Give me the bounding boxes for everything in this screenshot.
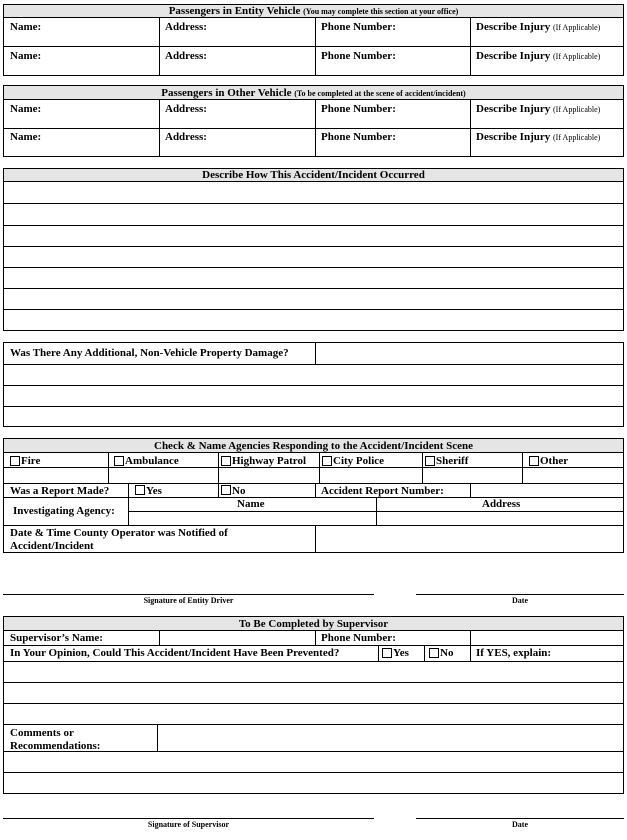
other-label: Other: [540, 455, 569, 467]
report-made-label: Was a Report Made?: [10, 485, 110, 497]
other-name-field[interactable]: [523, 468, 623, 483]
prevent-yes-label: Yes: [393, 647, 409, 659]
supervisor-header: [4, 617, 623, 631]
investigating-agency-address-field[interactable]: [377, 512, 623, 525]
driver-date-line[interactable]: [416, 594, 624, 595]
prevent-no-checkbox[interactable]: [429, 648, 439, 658]
describe-text-area[interactable]: [4, 182, 623, 330]
supervisor-name-label: Supervisor’s Name:: [10, 632, 103, 644]
entity-passengers-section: [3, 4, 624, 76]
supervisor-section: [3, 616, 624, 794]
report-number-field[interactable]: [471, 484, 623, 497]
other-passenger-1-phone-label: Phone Number:: [321, 103, 396, 115]
notified-datetime-field[interactable]: [316, 526, 623, 552]
investigating-agency-label: Investigating Agency:: [13, 505, 115, 517]
supervisor-phone-label: Phone Number:: [321, 632, 396, 644]
highway-patrol-name-field[interactable]: [219, 468, 319, 483]
other-passenger-1-name-label: Name:: [10, 103, 42, 115]
sheriff-label: Sheriff: [436, 455, 469, 467]
comments-label-line-1: Comments or: [10, 727, 74, 739]
report-number-label: Accident Report Number:: [321, 485, 444, 497]
city-police-name-field[interactable]: [320, 468, 422, 483]
other-passenger-2-injury-label: Describe Injury (If Applicable): [476, 131, 601, 143]
entity-passengers-note: (You may complete this section at your office): [303, 7, 459, 16]
other-passenger-2-injury-field[interactable]: [471, 129, 623, 156]
supervisor-title: To Be Completed by Supervisor: [238, 618, 389, 630]
explain-label: If YES, explain:: [476, 647, 552, 659]
supervisor-date-line[interactable]: [416, 818, 624, 819]
city-police-checkbox[interactable]: [322, 456, 332, 466]
entity-passenger-2-injury-label: Describe Injury (If Applicable): [476, 50, 601, 62]
property-damage-question: Was There Any Additional, Non-Vehicle Property Damage?: [10, 347, 289, 359]
notified-label-line-2: Accident/Incident: [10, 540, 94, 552]
report-no-checkbox[interactable]: [221, 485, 231, 495]
describe-header: [4, 169, 623, 182]
investigating-address-column: Address: [482, 498, 521, 510]
highway-patrol-checkbox[interactable]: [221, 456, 231, 466]
entity-passenger-1-address-field[interactable]: [160, 18, 315, 46]
entity-passenger-1-phone-field[interactable]: [316, 18, 470, 46]
prevent-question: In Your Opinion, Could This Accident/Incident Have Been Prevented?: [10, 647, 340, 659]
entity-passenger-1-address-label: Address:: [165, 21, 207, 33]
report-yes-checkbox[interactable]: [135, 485, 145, 495]
driver-signature-label: Signature of Entity Driver: [143, 596, 234, 605]
entity-passengers-title: Passengers in Entity Vehicle: [168, 5, 301, 17]
entity-passenger-1-injury-label: Describe Injury (If Applicable): [476, 21, 601, 33]
entity-passenger-2-address-label: Address:: [165, 50, 207, 62]
other-passenger-2-name-field[interactable]: [4, 129, 159, 156]
other-passenger-2-phone-field[interactable]: [316, 129, 470, 156]
other-passenger-1-address-field[interactable]: [160, 100, 315, 128]
highway-patrol-label: Highway Patrol: [232, 455, 307, 467]
other-checkbox[interactable]: [529, 456, 539, 466]
property-damage-details-area[interactable]: [4, 365, 623, 426]
entity-passenger-2-phone-label: Phone Number:: [321, 50, 396, 62]
other-passenger-1-injury-label: Describe Injury (If Applicable): [476, 103, 601, 115]
report-yes-label: Yes: [146, 485, 162, 497]
other-passenger-2-address-field[interactable]: [160, 129, 315, 156]
comments-label-line-2: Recommendations:: [10, 740, 101, 752]
fire-label: Fire: [21, 455, 41, 467]
supervisor-name-field[interactable]: [160, 631, 315, 645]
other-passengers-title: Passengers in Other Vehicle: [161, 87, 292, 99]
entity-passenger-1-phone-label: Phone Number:: [321, 21, 396, 33]
investigating-agency-name-field[interactable]: [129, 512, 376, 525]
driver-date-label: Date: [512, 596, 528, 605]
driver-signature-line[interactable]: [3, 594, 374, 595]
ambulance-name-field[interactable]: [109, 468, 218, 483]
comments-extra-area[interactable]: [4, 752, 623, 793]
ambulance-checkbox[interactable]: [114, 456, 124, 466]
agencies-title: Check & Name Agencies Responding to the Accident/Incident Scene: [154, 440, 473, 452]
sheriff-name-field[interactable]: [423, 468, 522, 483]
describe-title: Describe How This Accident/Incident Occurred: [202, 169, 425, 181]
supervisor-date-label: Date: [512, 820, 528, 829]
other-passengers-header: [4, 86, 623, 100]
other-passenger-2-address-label: Address:: [165, 131, 207, 143]
sheriff-checkbox[interactable]: [425, 456, 435, 466]
other-passenger-1-address-label: Address:: [165, 103, 207, 115]
entity-passenger-1-name-field[interactable]: [4, 18, 159, 46]
other-passenger-2-phone-label: Phone Number:: [321, 131, 396, 143]
report-no-label: No: [232, 485, 246, 497]
other-passengers-note: (To be completed at the scene of accident/incident): [294, 89, 466, 98]
entity-passenger-2-address-field[interactable]: [160, 47, 315, 75]
describe-section: [3, 168, 624, 331]
comments-text-area[interactable]: [158, 725, 623, 751]
supervisor-signature-line[interactable]: [3, 818, 374, 819]
property-damage-answer-field[interactable]: [316, 343, 623, 364]
other-passenger-1-injury-field[interactable]: [471, 100, 623, 128]
other-passenger-1-phone-field[interactable]: [316, 100, 470, 128]
entity-passenger-2-name-field[interactable]: [4, 47, 159, 75]
entity-passenger-2-name-label: Name:: [10, 50, 42, 62]
other-passenger-1-name-field[interactable]: [4, 100, 159, 128]
entity-passenger-2-phone-field[interactable]: [316, 47, 470, 75]
other-passenger-2-name-label: Name:: [10, 131, 42, 143]
agencies-section: [3, 438, 624, 553]
city-police-label: City Police: [333, 455, 385, 467]
ambulance-label: Ambulance: [125, 455, 179, 467]
notified-label-line-1: Date & Time County Operator was Notified of: [10, 527, 228, 539]
entity-passenger-1-name-label: Name:: [10, 21, 42, 33]
property-damage-section: [3, 342, 624, 427]
other-passengers-section: [3, 85, 624, 157]
explain-text-area[interactable]: [4, 662, 623, 724]
supervisor-signature-label: Signature of Supervisor: [147, 820, 230, 829]
fire-checkbox[interactable]: [10, 456, 20, 466]
entity-passengers-header: [4, 5, 623, 18]
fire-name-field[interactable]: [4, 468, 108, 483]
prevent-yes-checkbox[interactable]: [382, 648, 392, 658]
prevent-no-label: No: [440, 647, 454, 659]
investigating-name-column: Name: [237, 498, 265, 510]
entity-passenger-1-injury-field[interactable]: [471, 18, 623, 46]
entity-passenger-2-injury-field[interactable]: [471, 47, 623, 75]
agencies-header: [4, 439, 623, 453]
supervisor-phone-field[interactable]: [471, 631, 623, 645]
